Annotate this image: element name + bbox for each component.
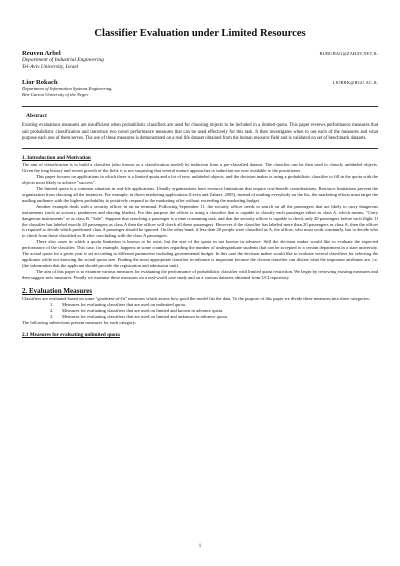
- author-name: Lior Rokach: [22, 79, 58, 87]
- paragraph: There also cases in which a quota limitation is known to be exist, but the size of the quota in not known in advance. Still the decision maker would like to evaluate the expected performance of the classifier. This case, for example, happens in some countries regarding the number of undergraduate students that can be accepted to a certain department in a state university. The actual quota for a given year is set according to different parameters including governmental budget. In this case the decision maker would like to evaluate several classifiers for selecting the applicants while not knowing the actual quota size. Finding the most appropriate classifier in-advance is important because the chosen classifier can dictate what the important attributes are, i.e. (the information that the applicant should provide the registration and admission unit).: [22, 239, 378, 269]
- subsection-heading: 2.1 Measures for evaluating unlimited quota: [22, 331, 120, 338]
- abstract-heading: Abstract: [26, 113, 47, 120]
- author-email: RUBUHAG@ZAHAV.NET.IL: [319, 51, 378, 56]
- author-affiliation: Tel-Aviv University, Israel: [22, 63, 79, 70]
- list-item: 3. Measures for evaluating classifiers that are used on limited and unknown in advance quota.: [50, 313, 228, 319]
- author-affiliation: Department of Industrial Engineering: [22, 57, 104, 63]
- paragraph: This paper focuses on applications in which there is a limited quota and a lot of new, unlabeled objects, and the decision maker is using a probabilistic classifier to fill in the quota with the objects most likely to achieve "success".: [22, 173, 378, 185]
- abstract-top-rule: [22, 106, 378, 107]
- section-heading-intro: 1. Introduction and Motivation: [22, 154, 91, 161]
- paragraph: Classifiers are evaluated based on some "goodness-of-fit" measures which assess how good the model fits the data. To the purpose of this paper we divide these measures into three categories:: [22, 296, 371, 302]
- author-affiliation: Department of Information Systems Engineering,: [22, 86, 113, 92]
- author-affiliation: Ben-Gurion University of the Negev: [22, 91, 89, 97]
- author-block-2: [22, 79, 378, 97]
- author-name: Reuven Arbel: [22, 50, 61, 57]
- list-item: 1. Measures for evaluating classifiers that are used on unlimited quota.: [50, 302, 186, 307]
- paragraph: The aim of classification is to build a classifier (also known as a classification model) by induction from a pre-classified dataset. The classifier can be then used to classify unlabeled objects. Given the long history and recent growth of the field, it is not surprising that several mature approaches to induction are now available to the practitioner.: [22, 161, 378, 173]
- section-heading-evaluation: 2. Evaluation Measures: [22, 287, 93, 296]
- abstract-text: Existing evaluations measures are insufficient when probabilistic classifiers are used for choosing objects to be included in a limited quota. This paper reviews performance measures that suit probabilistic classification and introduce two novel performance measures that can be used effectively for this task. It then investigates when to use each of the measures and what purpose each one of them serves. The use of these measures is demonstrated on a real life dataset obtained from the human resource field and is validated on set of benchmark datasets.: [22, 123, 378, 141]
- author-email: LIORRK@BGU.AC.IL: [332, 80, 378, 86]
- list-item: 2. Measures for evaluating classifiers that are used on limited and known in advance quota.: [50, 307, 224, 313]
- paper-title: Classifier Evaluation under Limited Resources: [94, 28, 306, 39]
- author-block-1: [22, 50, 378, 70]
- paragraph: The following subsections present measures for each category:: [22, 319, 137, 325]
- abstract-bottom-rule: [22, 148, 378, 149]
- paragraph: The aim of this paper is to examine various measures for evaluating the performance of probabilistic classifier with limited quota restriction. We begin by reviewing existing measures and then suggest new measures. Finally we examine these measures on a real-world case study and on a various datasets obtained from UCI repository.: [22, 269, 378, 281]
- paragraph: The limited quota is a common situation in real-life applications. Usually organizations have resource limitations that require cost-benefit considerations. Resource limitations prevent the organization from choosing all the instances. For example, in direct marketing applications (Levin and Zahavi, 2005), instead of mailing everybody on the list, the marketing efforts must target the mailing audience with the highest probability to positively respond to the marketing offer without exceeding the marketing budget.: [22, 185, 378, 203]
- measure-category-list: [22, 302, 378, 320]
- paragraph: Another example deals with a security officer in an air terminal. Following September 11, the security officer needs to search on all the passengers that are likely to carry dangerous instruments (such as scissors, penknives and shaving blades). For this purpose the officer is using a classifier that is capable to classify each passenger either as class A, which means, "Carry dangerous instruments" or as class B, "Safe". Suppose that searching a passenger is a time consuming task, and that the security officer is capable to check only 20 passengers before each flight. If the classifier has labeled exactly 20 passengers as class A then the officer will check all these passengers. However if the classifier has labeled more than 20 passengers as class A, then the officer is required to decide which predicated class A passenger should be ignored. On the other hand, if less than 20 people were classified as A, the officer, who must work constantly, has to decide who to check from those classified as B after concluding with the class A passengers.: [22, 203, 378, 239]
- page-number: 1: [198, 544, 202, 549]
